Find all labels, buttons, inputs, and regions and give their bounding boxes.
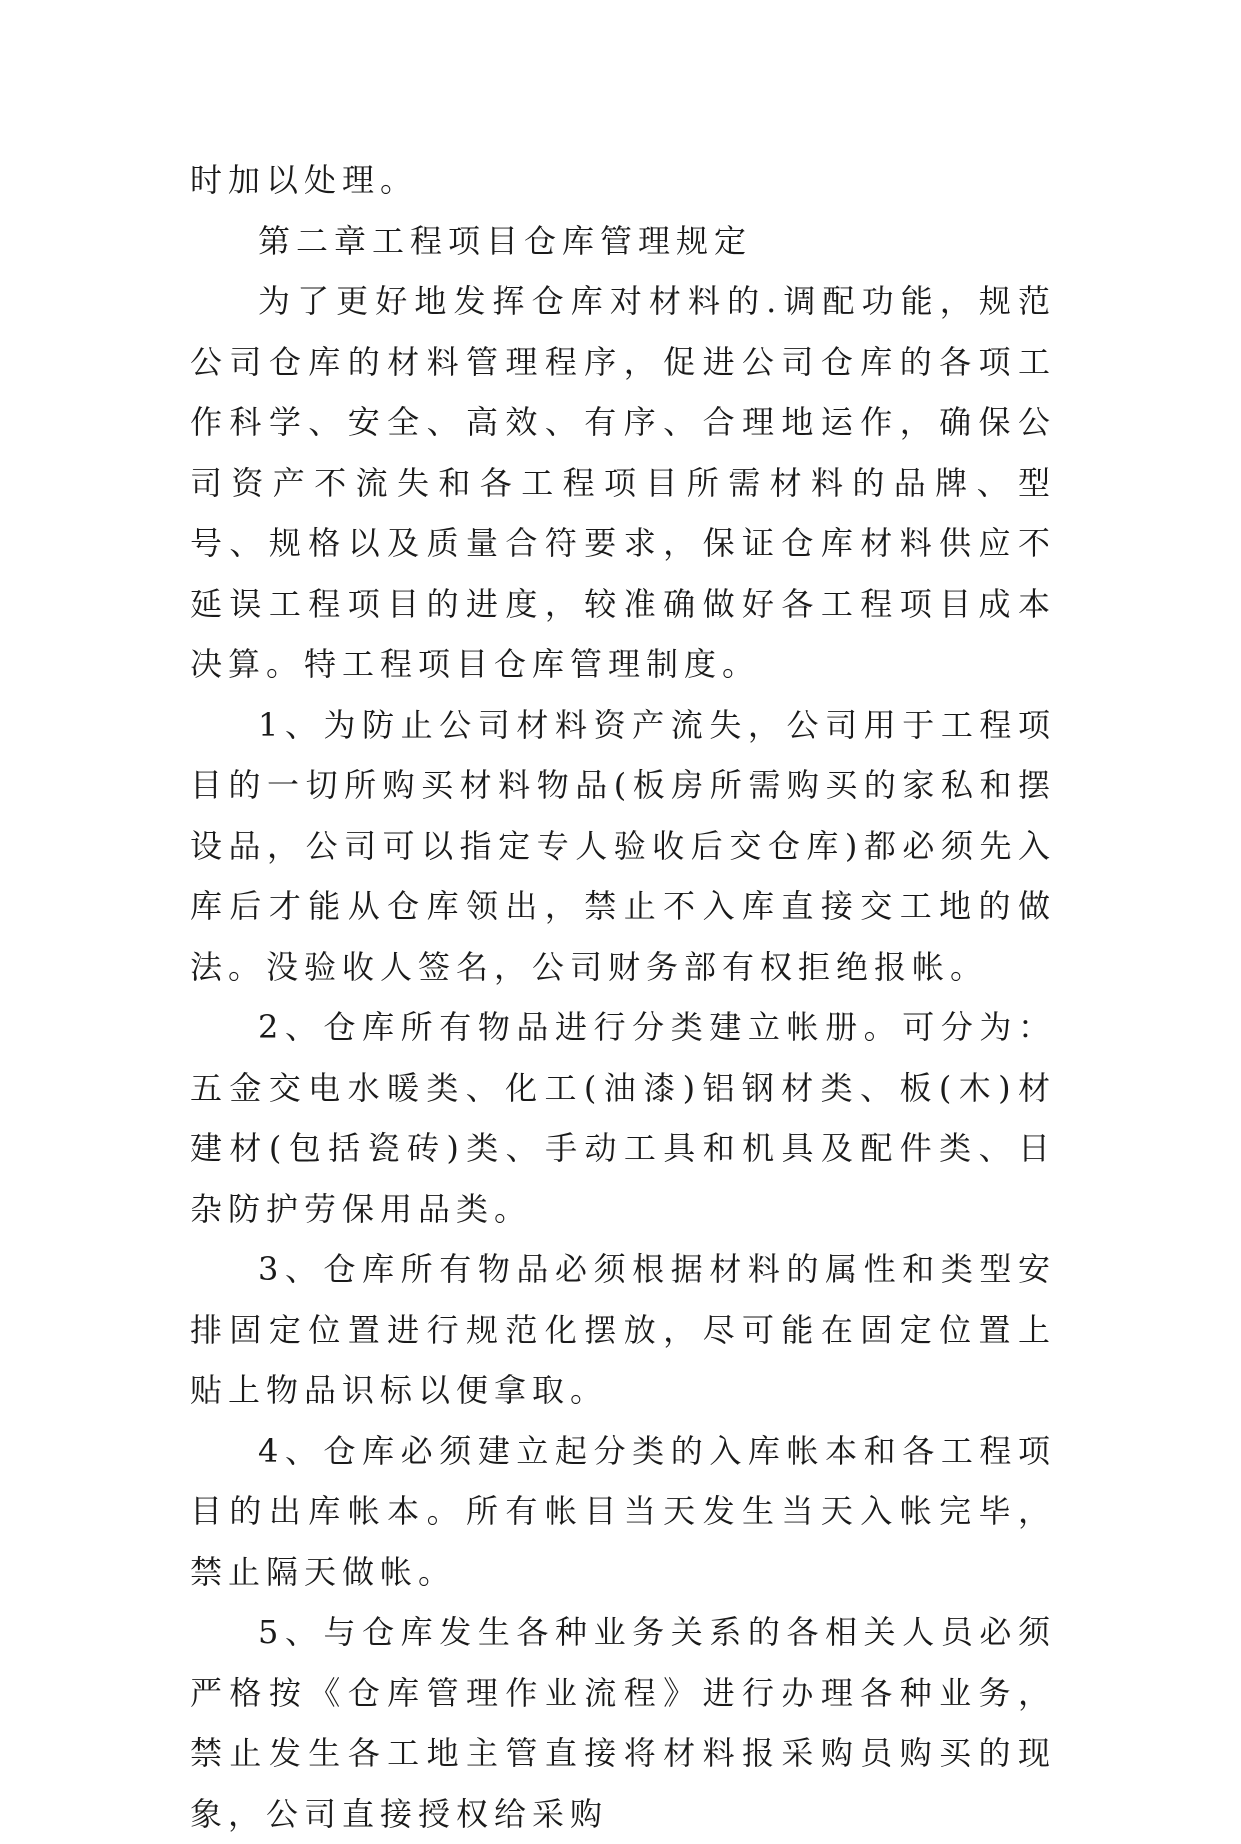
paragraph-item-3: 3、仓库所有物品必须根据材料的属性和类型安排固定位置进行规范化摆放，尽可能在固定位置上贴上物品识标以便拿取。 [190,1250,1056,1409]
paragraph-item-4: 4、仓库必须建立起分类的入库帐本和各工程项目的出库帐本。所有帐目当天发生当天入帐完毕，禁止隔天做帐。 [190,1431,1056,1591]
paragraph-intro: 为了更好地发挥仓库对材料的.调配功能，规范公司仓库的材料管理程序，促进公司仓库的各项工作科学、安全、高效、有序、合理地运作，确保公司资产不流失和各工程项目所需材料的品牌、型号、规格以及质量合符要求，保证仓库材料供应不延误工程项目的进度，较准确做好各工程项目成本决算。特工程项目仓库管理制度。 [190,282,1056,683]
chapter-heading: 第二章工程项目仓库管理规定 [258,221,753,260]
paragraph-item-1: 1、为防止公司材料资产流失，公司用于工程项目的一切所购买材料物品(板房所需购买的家私和摆设品，公司可以指定专人验收后交仓库)都必须先入库后才能从仓库领出，禁止不入库直接交工地的做法。没验收人签名，公司财务部有权拒绝报帐。 [190,705,1056,986]
paragraph-item-2: 2、仓库所有物品进行分类建立帐册。可分为：五金交电水暖类、化工(油漆)铝钢材类、板(木)材建材(包括瓷砖)类、手动工具和机具及配件类、日杂防护劳保用品类。 [190,1008,1056,1228]
document-body [190,150,1056,1844]
paragraph-continuation: 时加以处理。 [190,161,419,199]
paragraph-item-5: 5、与仓库发生各种业务关系的各相关人员必须严格按《仓库管理作业流程》进行办理各种业务，禁止发生各工地主管直接将材料报采购员购买的现象，公司直接授权给采购 [190,1613,1056,1833]
